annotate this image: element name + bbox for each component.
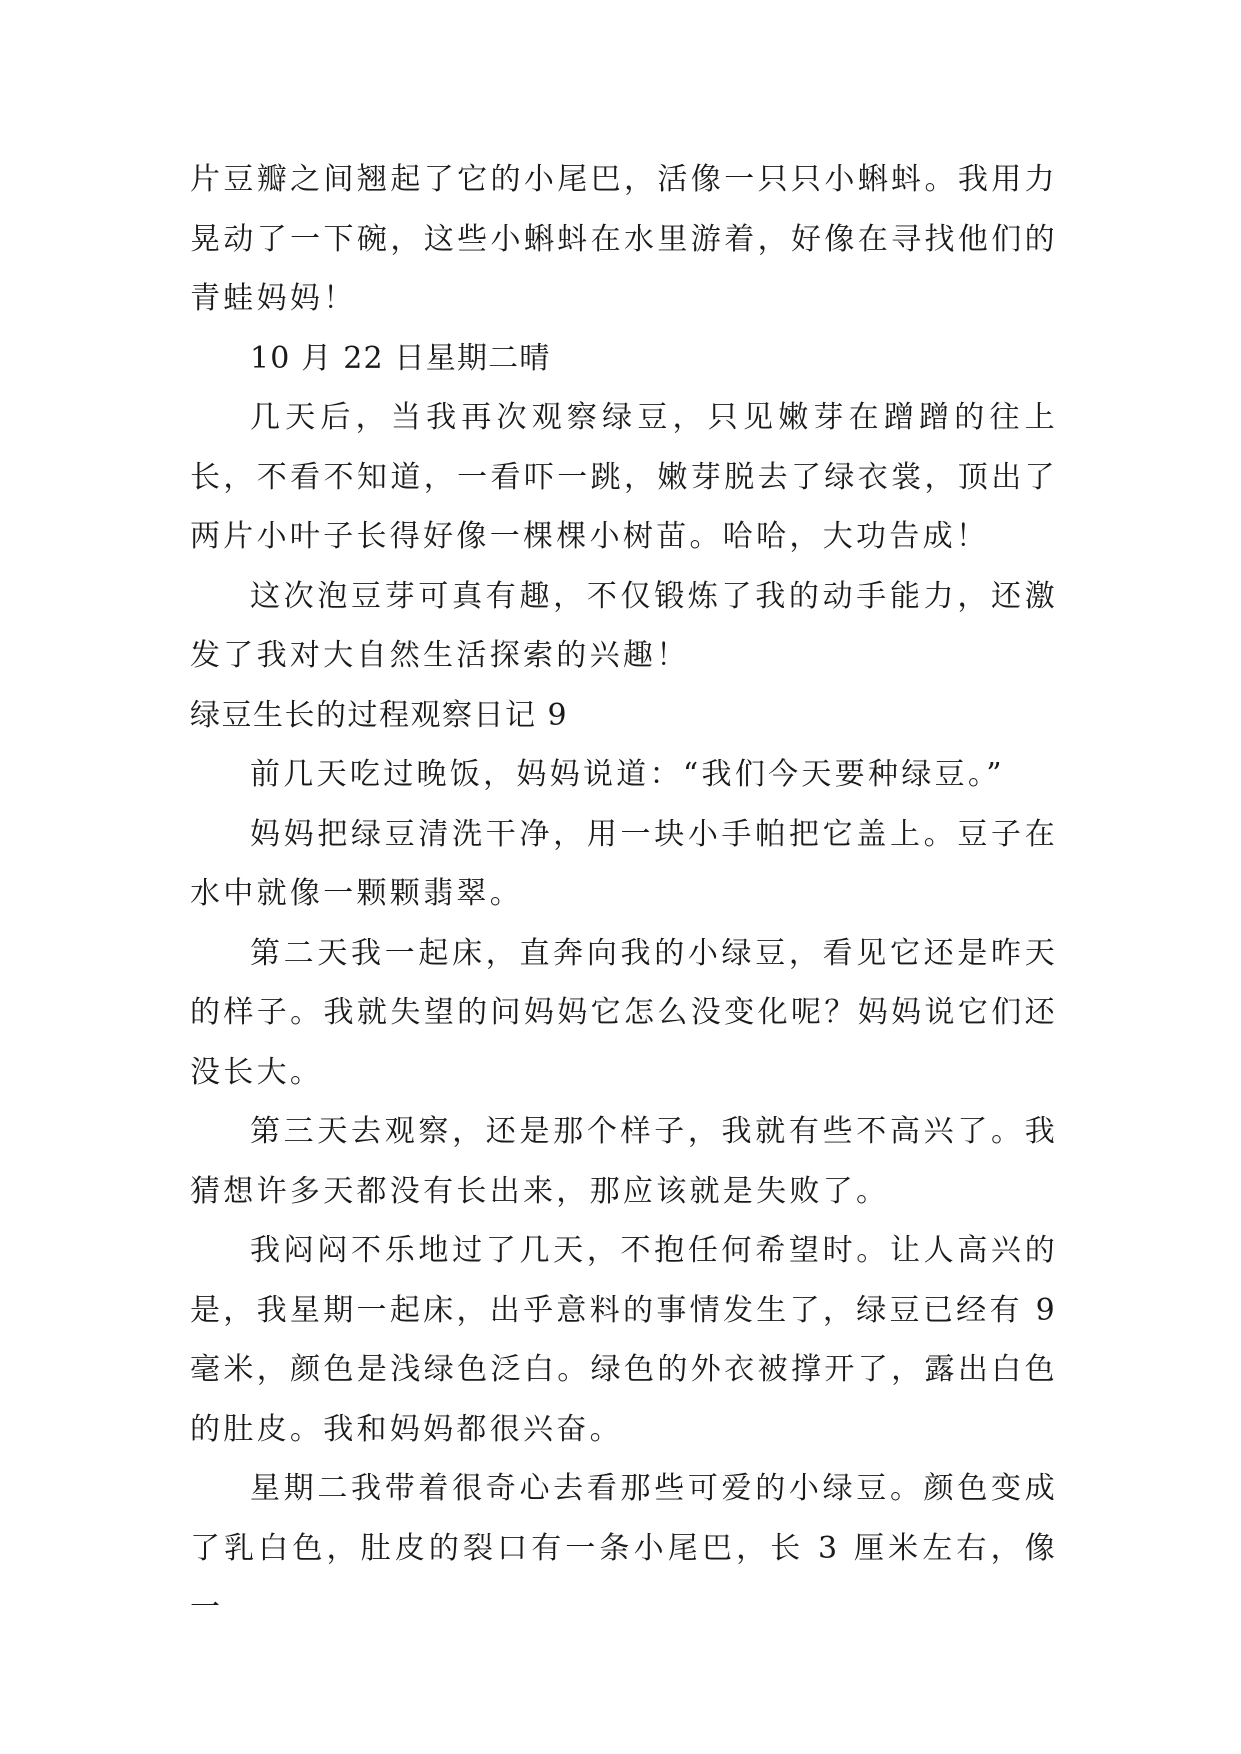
paragraph-day2: 第二天我一起床，直奔向我的小绿豆，看见它还是昨天的样子。我就失望的问妈妈它怎么没变化呢？妈妈说它们还没长大。 <box>190 935 1058 1090</box>
diary-date: 10 月 22 日星期二晴 <box>250 340 551 376</box>
paragraph-continuation: 片豆瓣之间翘起了它的小尾巴，活像一只只小蝌蚪。我用力晃动了一下碗，这些小蝌蚪在水里游着，好像在寻找他们的青蛙妈妈！ <box>190 162 1058 316</box>
paragraph-wash: 妈妈把绿豆清洗干净，用一块小手帕把它盖上。豆子在水中就像一颗颗翡翠。 <box>190 816 1058 911</box>
paragraph-tuesday: 星期二我带着很奇心去看那些可爱的小绿豆。颜色变成了乳白色，肚皮的裂口有一条小尾巴，长 3 厘米左右，像一 <box>190 1471 1058 1625</box>
paragraph-monday: 我闷闷不乐地过了几天，不抱任何希望时。让人高兴的是，我星期一起床，出乎意料的事情发生了，绿豆已经有 9 毫米，颜色是浅绿色泛白。绿色的外衣被撑开了，露出白色的肚皮。我和妈妈都很兴奋。 <box>190 1233 1058 1447</box>
paragraph-days-later: 几天后，当我再次观察绿豆，只见嫩芽在蹭蹭的往上长，不看不知道，一看吓一跳，嫩芽脱去了绿衣裳，顶出了两片小叶子长得好像一棵棵小树苗。哈哈，大功告成！ <box>190 400 1058 554</box>
section-title: 绿豆生长的过程观察日记 9 <box>190 697 569 733</box>
paragraph-day3: 第三天去观察，还是那个样子，我就有些不高兴了。我猜想许多天都没有长出来，那应该就是失败了。 <box>190 1114 1058 1209</box>
paragraph-dinner: 前几天吃过晚饭，妈妈说道：“我们今天要种绿豆。” <box>250 757 1005 792</box>
paragraph-conclusion: 这次泡豆芽可真有趣，不仅锻炼了我的动手能力，还激发了我对大自然生活探索的兴趣！ <box>190 578 1058 673</box>
document-page <box>190 150 1058 1638</box>
